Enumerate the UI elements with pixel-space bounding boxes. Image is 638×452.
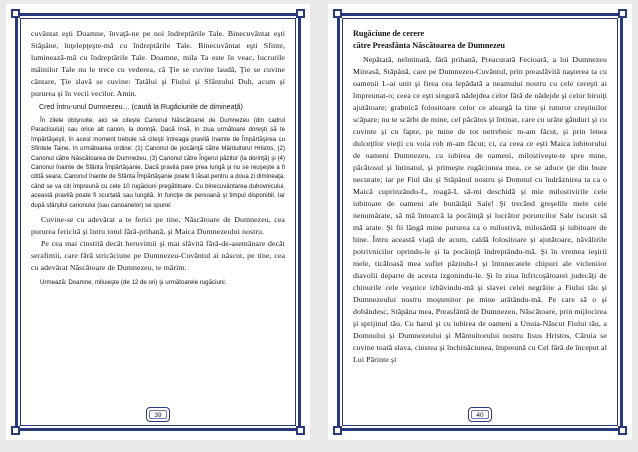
corner-ornament: [11, 426, 20, 435]
corner-ornament: [333, 426, 342, 435]
prayer-subtitle: către Preasfânta Născătoarea de Dumnezeu: [353, 41, 505, 50]
page-number-badge: [468, 407, 492, 422]
corner-ornament: [296, 426, 305, 435]
right-page-text: [353, 28, 607, 404]
axion-paragraph: Cuvine-se cu adevărat a te ferici pe tine, Născătoare de Dumnezeu, cea pururea fericită şi întru totul fără-prihană, şi Maica Dumnezeului nostru.: [31, 215, 285, 237]
corner-ornament: [618, 9, 627, 18]
corner-ornament: [333, 9, 342, 18]
corner-ornament: [618, 426, 627, 435]
page-number: 40: [471, 410, 489, 419]
page-number: 39: [149, 410, 167, 419]
right-page: [328, 4, 632, 440]
left-page-text: [31, 28, 285, 404]
creed-instruction: Cred întru-unul Dumnezeu… (caută la Rugăciunile de dimineaţă): [39, 103, 243, 111]
rubric-paragraph: În zilele obişnuite, aici se citeşte Canonul Născătoarei de Dumnezeu (din cadrul Paraclisului) sau orice alt canon, la dorinţă. Dacă însă, în ziua următoare doreşti să te împărtăşeşti, în acest moment trebuie să citeşti întreaga pravilă înainte de Împărtăşirea cu Sfintele Taine, în următoarea ordine: (1) Canonul de pocăinţă către Mântuitorul Hristos, (2) Canonul către Născătoarea de Dumnezeu, (3) Canonul către Îngerul păzitor (la dorinţă) şi (4) Canonul înainte de Sfânta Împărtăşanie. Dacă pravila pare prea lungă şi nu se reuşeşte a fi citită seara, Canonul înainte de Sfânta Împărtăşanie poate fi lăsat pentru a doua zi dimineaţa, când se va citi împreună cu cele 10 rugăciuni pregătitoare. Cu binecuvântarea duhovnicului, această pravilă poate fi scurtată sau lungită, în funcţie de persoană şi timpul disponibil. Iar după sfârşitul canonului (sau canoanelor) se spune:: [31, 117, 285, 209]
prayer-body: Nepătată, neîntinată, fără prihană, Preacurată Fecioară, a lui Dumnezeu Mireasă, Stăpână, care pe Dumnezeu-Cuvântul, prin preaslăvită naşterea ta cu oamenii L-ai unit şi firea cea lepădată a neamului nostru cu cele cereşti ai împreunat-o; ceea ce eşti singură nădejdea celor fără de nădejde şi celor biruiţi ajutătoare; grabnică folositoare celor ce aleargă la tine şi tuturor creştinilor scăpare; nu te scârbi de mine, cel păcătos şi întinat, care cu urâte gânduri şi cu cuvinte şi cu fapte, pe mine de tot netrebnic m-am făcut, şi prin lenea dulceţilor vieţii cu voia rob m-am făcut; ci, ca ceea ce eşti Maica iubitorului de oameni Dumnezeu, cu iubirea de oameni, milostiveşte-te spre mine, păcătosul şi întinatul, şi primeşte rugăciunea mea, ce se aduce ţie din buze necurate; iar pe Fiul tău şi Stăpânul nostru şi Domnul cu îndrăznirea ta ca o Maică cuprinzându-L, roagă-L să-mi deschidă şi mie milostivirile cele iubitoare de oameni ale bunătăţii Sale! Şi trecând greşelile mele cele nenumărate, să mă întoarcă la pocăinţă şi lucrător poruncilor Sale iscusit să mă arate. Şi fii lângă mine pururea ca o milostivă, milosârdă şi iubitoare de bine. Întru această viaţă de acum, caldă folositoare şi ajutătoare, năvălirile potrivnicilor oprindu-le şi la pocăinţă îndreptându-mă. Şi în vremea ieşirii mele, ticăloasă mea suflet păzindu-l şi întunecatele chipuri ale vicleniior diavolii departe de acesta izgonindu-le. Şi în ziua înfricoşătoarei judecăţi de chinurile cele veşnice izbăvindu-mă şi slavei celei negrăite a Fiului tău şi Dumnezeului nostru moştenitor pe mine arătându-mă. Pe care să o şi dobândesc, Stăpâna mea, Preasfântă de Dumnezeu, Născătoare, prin mijlocirea şi sprijinul tău. Cu harul şi cu iubirea de oameni a Unuia-Născut Fiului tău, a Domnului şi Dumnezeului şi Mântuitorului nostru Iisus Hristos, Căruia se cuvine toată slava, cinstea şi închinăciunea, împreună cu Cel fără de început al Lui Părinte şi: [353, 55, 607, 364]
page-number-badge: [146, 407, 170, 422]
corner-ornament: [11, 9, 20, 18]
prayer-ending-paragraph: cuvântat eşti Doamne, învaţă-ne pe noi îndreptările Tale. Binecuvântat eşti Stăpâne, înţelepţeşte-mă cu îndreptările Tale. Binecuvântat eşti Sfinte, luminează-mă cu îndreptările Tale. Doamne, mila Ta este în veac, lucrurile mâinilor Tale nu le trece cu vederea, că Ţie se cuvine laudă, Ţie se cuvine cântare, Ţie slavă se cuvine: Tatălui şi Fiului şi Sfântului Duh, acum şi pururea şi în vecii vecilor. Amin.: [31, 29, 285, 98]
left-page: [6, 4, 310, 440]
axion-continuation: Pe cea mai cinstită decât heruvimii şi mai slăvită fără-de-asemănare decât serafimii, care fără stricăciune pe Dumnezeu-Cuvântul ai născut, pe tine, cea cu adevărat Născătoare de Dumnezeu, te mărim.: [31, 239, 285, 273]
corner-ornament: [296, 9, 305, 18]
prayer-title: Rugăciune de cerere: [353, 29, 425, 38]
next-instruction: Urmează: Doamne, miluieşte (de 12 de ori) şi următoarele rugăciuni:: [40, 279, 227, 287]
